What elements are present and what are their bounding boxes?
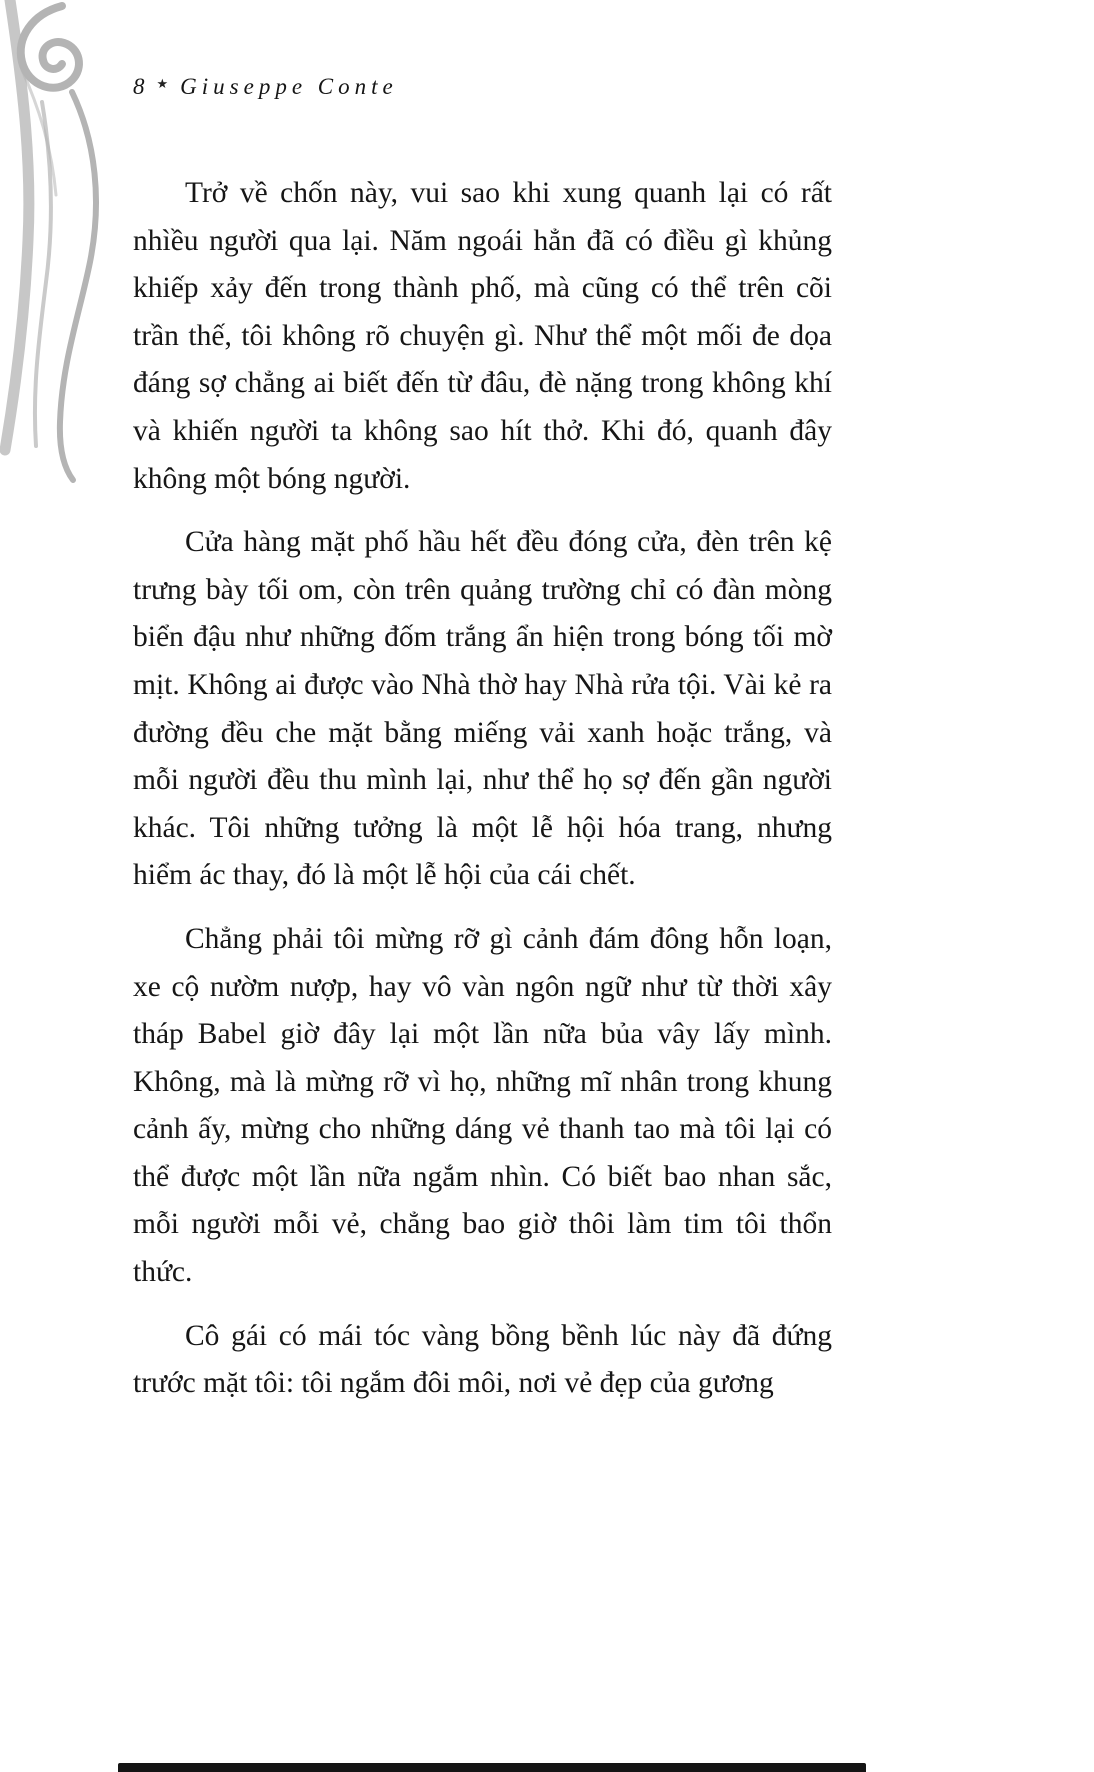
star-icon: ★ [156, 76, 169, 91]
decorative-flourish [0, 0, 135, 490]
page-header [133, 74, 398, 100]
author-name: Giuseppe Conte [180, 74, 398, 99]
page-bottom-scan-edge [118, 1763, 866, 1772]
body-text [133, 170, 832, 1408]
paragraph-2: Cửa hàng mặt phố hầu hết đều đóng cửa, đèn trên kệ trưng bày tối om, còn trên quảng trường chỉ có đàn mòng biển đậu như những đốm trắng ẩn hiện trong bóng tối mờ mịt. Không ai được vào Nhà thờ hay Nhà rửa tội. Vài kẻ ra đường đều che mặt bằng miếng vải xanh hoặc trắng, và mỗi người đều thu mình lại, như thể họ sợ đến gần người khác. Tôi những tưởng là một lễ hội hóa trang, nhưng hiểm ác thay, đó là một lễ hội của cái chết. [133, 526, 832, 892]
paragraph-4: Cô gái có mái tóc vàng bồng bềnh lúc này đã đứng trước mặt tôi: tôi ngắm đôi môi, nơi vẻ đẹp của gương [133, 1319, 832, 1400]
page-number: 8 [133, 74, 145, 99]
paragraph-3: Chẳng phải tôi mừng rỡ gì cảnh đám đông hỗn loạn, xe cộ nườm nượp, hay vô vàn ngôn ngữ như từ thời xây tháp Babel giờ đây lại một lần nữa bủa vây lấy mình. Không, mà là mừng rỡ vì họ, những mĩ nhân trong khung cảnh ấy, mừng cho những dáng vẻ thanh tao mà tôi lại có thể được một lần nữa ngắm nhìn. Có biết bao nhan sắc, mỗi người mỗi vẻ, chẳng bao giờ thôi làm tim tôi thổn thức. [133, 922, 832, 1289]
paragraph-1: Trở về chốn này, vui sao khi xung quanh lại có rất nhìều người qua lại. Năm ngoái hẳn đã có đìều gì khủng khiếp xảy đến trong thành phố, mà cũng có thể trên cõi trần thế, tôi không rõ chuyện gì. Như thể một mối đe dọa đáng sợ chẳng ai biết đến từ đâu, đè nặng trong không khí và khiến người ta không sao hít thở. Khi đó, quanh đây không một bóng người. [133, 177, 832, 495]
